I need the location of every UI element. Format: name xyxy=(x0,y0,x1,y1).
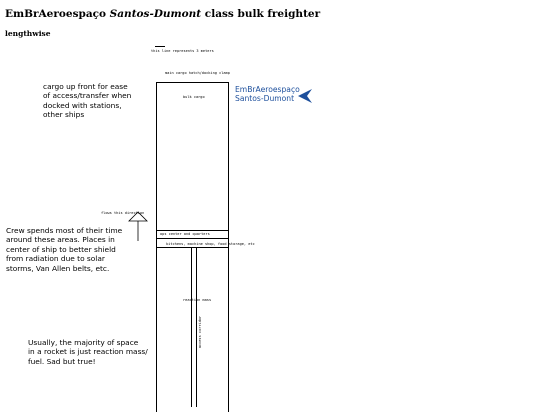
airplane-icon xyxy=(296,87,314,105)
bulk-cargo-label: bulk cargo xyxy=(183,95,205,99)
kitchens-label: kitchens, machine shop, food storage, etc xyxy=(166,242,255,246)
corridor-right-wall xyxy=(196,247,197,407)
brand-logo-text: EmBrAeroespaço Santos-Dumont xyxy=(235,85,300,104)
flow-direction-label: flows this direction xyxy=(101,211,145,215)
cargo-note: cargo up front for ease of access/transfer when docked with stations, other ships xyxy=(43,82,132,120)
ops-center-label: ops center and quarters xyxy=(160,232,210,236)
corridor-left-wall xyxy=(191,247,192,407)
crew-section-top xyxy=(156,230,229,231)
reaction-mass-note: Usually, the majority of space in a rocket is just reaction mass/ fuel. Sad but true! xyxy=(28,338,148,366)
access-corridor-label: access corridor xyxy=(198,315,203,349)
reaction-mass-label: reaction mass xyxy=(183,298,212,302)
crew-section-bottom xyxy=(156,247,229,248)
crew-section-mid xyxy=(156,238,229,239)
scale-label: this line represents 3 meters xyxy=(151,49,214,53)
page-title: EmBrAeroespaço Santos-Dumont class bulk freighter xyxy=(5,8,321,20)
page-subtitle: lengthwise xyxy=(5,29,51,38)
crew-note: Crew spends most of their time around these areas. Places in center of ship to better shield from radiation due to solar storms, Van Allen belts, etc. xyxy=(6,226,123,273)
hatch-label: main cargo hatch/docking clamp xyxy=(165,71,230,75)
scale-bar xyxy=(155,46,165,47)
